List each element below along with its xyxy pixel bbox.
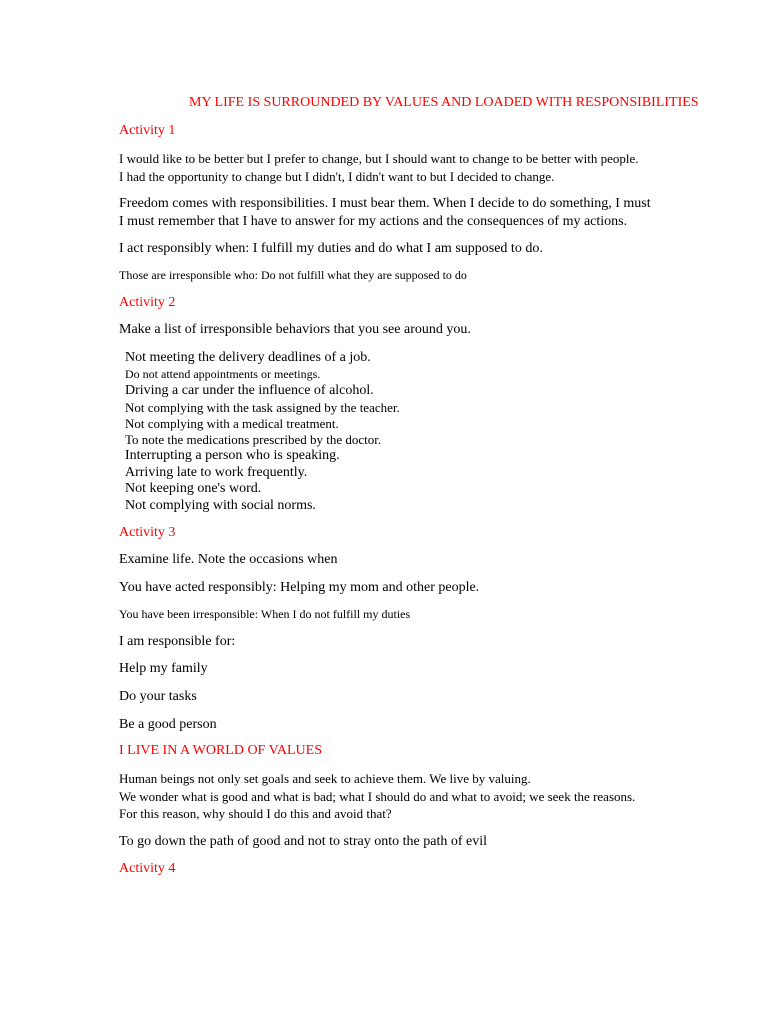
list-item: Interrupting a person who is speaking. — [125, 448, 340, 463]
activity-1-paragraph-3: I act responsibly when: I fulfill my duties and do what I am supposed to do. — [119, 241, 543, 256]
activity-2-intro: Make a list of irresponsible behaviors that you see around you. — [119, 322, 471, 337]
activity-1-paragraph-2-line-1: Freedom comes with responsibilities. I must bear them. When I decide to do something, I must — [119, 196, 651, 211]
list-item: Not keeping one's word. — [125, 481, 262, 496]
activity-1-paragraph-4: Those are irresponsible who: Do not fulfill what they are supposed to do — [119, 268, 467, 282]
values-heading: I LIVE IN A WORLD OF VALUES — [119, 743, 323, 758]
list-item: Not complying with a medical treatment. — [125, 416, 339, 431]
list-item: To note the medications prescribed by the doctor. — [125, 432, 382, 447]
activity-3-paragraph-2: You have acted responsibly: Helping my mom and other people. — [119, 580, 480, 595]
activity-1-paragraph-1-line-1: I would like to be better but I prefer to change, but I should want to change to be better with people. — [119, 151, 639, 166]
activity-2-heading: Activity 2 — [119, 295, 176, 310]
activity-1-heading: Activity 1 — [119, 123, 176, 138]
list-item: Do not attend appointments or meetings. — [125, 367, 321, 381]
page-title: MY LIFE IS SURROUNDED BY VALUES AND LOADED WITH RESPONSIBILITIES — [189, 95, 699, 110]
list-item: Not complying with social norms. — [125, 498, 316, 513]
activity-4-heading: Activity 4 — [119, 861, 176, 876]
activity-3-paragraph-6: Do your tasks — [119, 689, 197, 704]
activity-3-paragraph-4: I am responsible for: — [119, 634, 236, 649]
activity-3-paragraph-7: Be a good person — [119, 717, 217, 732]
list-item: Arriving late to work frequently. — [125, 465, 308, 480]
values-paragraph-1-line-3: For this reason, why should I do this and avoid that? — [119, 806, 392, 821]
activity-3-paragraph-1: Examine life. Note the occasions when — [119, 552, 338, 567]
activity-3-paragraph-5: Help my family — [119, 661, 208, 676]
values-paragraph-2: To go down the path of good and not to stray onto the path of evil — [119, 834, 488, 849]
activity-3-paragraph-3: You have been irresponsible: When I do not fulfill my duties — [119, 607, 411, 621]
values-paragraph-1-line-2: We wonder what is good and what is bad; what I should do and what to avoid; we seek the reasons. — [119, 789, 636, 804]
activity-1-paragraph-1-line-2: I had the opportunity to change but I didn't, I didn't want to but I decided to change. — [119, 169, 555, 184]
list-item: Driving a car under the influence of alcohol. — [125, 383, 374, 398]
activity-3-heading: Activity 3 — [119, 525, 176, 540]
list-item: Not meeting the delivery deadlines of a job. — [125, 350, 371, 365]
list-item: Not complying with the task assigned by the teacher. — [125, 400, 400, 415]
activity-1-paragraph-2-line-2: I must remember that I have to answer for my actions and the consequences of my actions. — [119, 214, 628, 229]
values-paragraph-1-line-1: Human beings not only set goals and seek to achieve them. We live by valuing. — [119, 771, 531, 786]
